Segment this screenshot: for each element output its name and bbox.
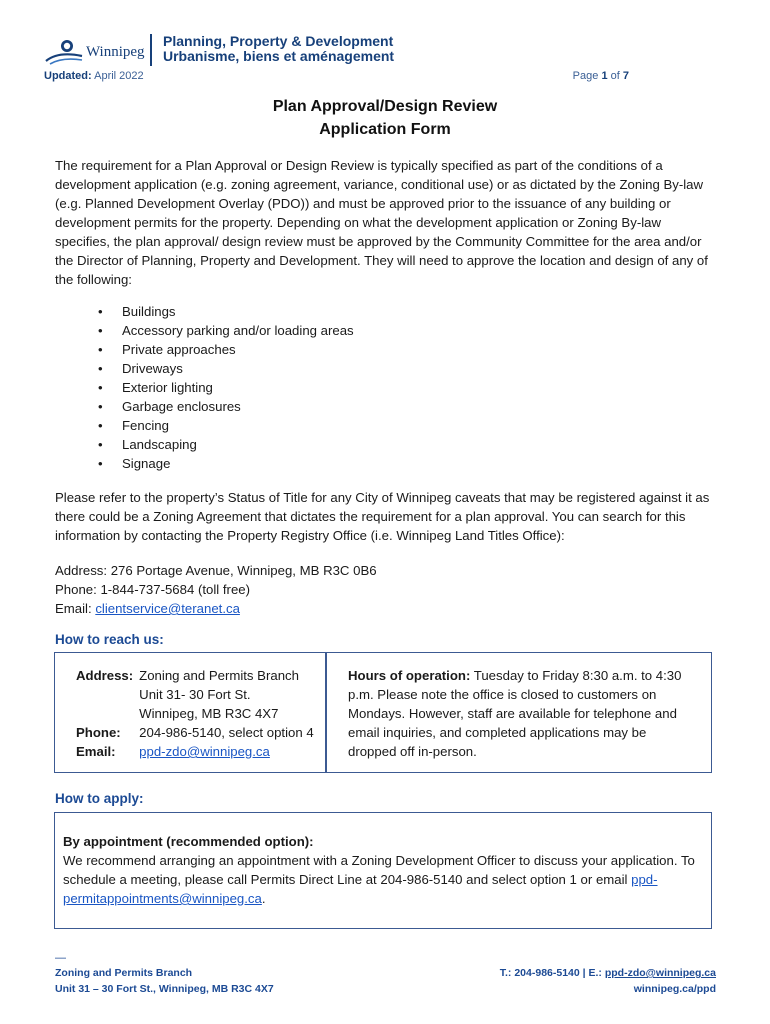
logo-wordmark: Winnipeg	[86, 43, 145, 60]
email-link[interactable]: ppd-zdo@winnipeg.ca	[139, 744, 270, 759]
department-name	[163, 34, 394, 64]
title-line-1: Plan Approval/Design Review	[272, 98, 498, 115]
updated-label: Updated:	[44, 70, 92, 82]
apply-subheading: By appointment (recommended option):	[63, 834, 314, 849]
footer-address: Unit 31 – 30 Fort St., Winnipeg, MB R3C 4X7	[55, 983, 274, 995]
phone-label: Phone:	[76, 725, 121, 740]
reach-box-divider	[325, 652, 327, 773]
appointments-email-link[interactable]: ppd-permitappointments@winnipeg.ca	[63, 872, 658, 906]
apply-heading: How to apply:	[55, 791, 144, 806]
registry-address: Address: 276 Portage Avenue, Winnipeg, MB R3C 0B6	[55, 563, 377, 578]
list-item: • Fencing	[98, 416, 354, 435]
phone-value: 204-986-5140, select option 4	[139, 725, 314, 740]
city-logo	[44, 32, 145, 72]
list-item: • Signage	[98, 454, 354, 473]
title-line-2: Application Form	[319, 121, 451, 138]
updated-date	[44, 70, 144, 82]
hours-text: Tuesday to Friday 8:30 a.m. to 4:30 p.m. Please note the office is closed to customers on Mondays. However, staff are available for telephone and email inquiries, and completed applications may be dropped off in-person.	[348, 668, 682, 759]
list-item: • Driveways	[98, 359, 354, 378]
approval-items-list	[98, 302, 354, 473]
footer-branch: Zoning and Permits Branch	[55, 967, 193, 979]
footer-email-link[interactable]: ppd-zdo@winnipeg.ca	[604, 967, 716, 979]
header-divider	[150, 34, 152, 66]
list-item: • Buildings	[98, 302, 354, 321]
apply-content	[63, 832, 707, 908]
page-number: Page 1 of 7	[572, 70, 629, 82]
reach-contact	[76, 666, 314, 761]
footer-website[interactable]: winnipeg.ca/ppd	[633, 983, 716, 995]
department-name-en: Planning, Property & Development	[163, 33, 394, 49]
registry-email-link[interactable]: clientservice@teranet.ca	[95, 601, 240, 616]
updated-value: April 2022	[94, 70, 144, 82]
list-item: • Garbage enclosures	[98, 397, 354, 416]
list-item: • Private approaches	[98, 340, 354, 359]
winnipeg-bison-logo-icon	[44, 37, 84, 67]
footer-contact: T.: 204-986-5140 | E.: ppd-zdo@winnipeg.ca	[499, 967, 716, 979]
reach-heading: How to reach us:	[55, 632, 164, 647]
apply-paragraph: We recommend arranging an appointment with a Zoning Development Officer to discuss your application. To schedule a meeting, please call Permits Direct Line at 204-986-5140 and select option 1 or email ppd-permitappointments@winnipeg.ca.	[63, 853, 695, 906]
address-line: Zoning and Permits Branch	[139, 668, 299, 683]
intro-paragraph: The requirement for a Plan Approval or Design Review is typically specified as part of the conditions of a development application (e.g. zoning agreement, variance, conditional use) or as dictated by the Zoning By-law (e.g. Planned Development Overlay (PDO)) and must be approved prior to the issuance of any building or development permits for the property. Depending on what the development application or Zoning By-law specifies, the plan approval/ design review must be approved by the Community Committee for the area and/or the Director of Planning, Property and Development. They will need to approve the location and design of any of the following:	[55, 158, 708, 287]
email-label: Email:	[76, 744, 116, 759]
list-item: • Landscaping	[98, 435, 354, 454]
list-item: • Exterior lighting	[98, 378, 354, 397]
page-title	[0, 95, 770, 141]
hours-label: Hours of operation:	[348, 668, 471, 683]
caveat-paragraph: Please refer to the property’s Status of Title for any City of Winnipeg caveats that may be registered against it as there could be a Zoning Agreement that dictates the requirement for a plan approval. You can search for this information by contacting the Property Registry Office (i.e. Winnipeg Land Titles Office):	[55, 490, 710, 543]
registry-contact	[55, 561, 377, 618]
registry-phone: Phone: 1-844-737-5684 (toll free)	[55, 582, 251, 597]
list-item: • Accessory parking and/or loading areas	[98, 321, 354, 340]
department-name-fr: Urbanisme, biens et aménagement	[163, 48, 395, 64]
address-line: Winnipeg, MB R3C 4X7	[139, 706, 279, 721]
footer-dash: —	[55, 952, 66, 964]
hours-of-operation	[348, 666, 698, 761]
registry-email-row: Email: clientservice@teranet.ca	[55, 601, 240, 616]
address-label: Address:	[76, 668, 134, 683]
address-line: Unit 31- 30 Fort St.	[139, 687, 251, 702]
